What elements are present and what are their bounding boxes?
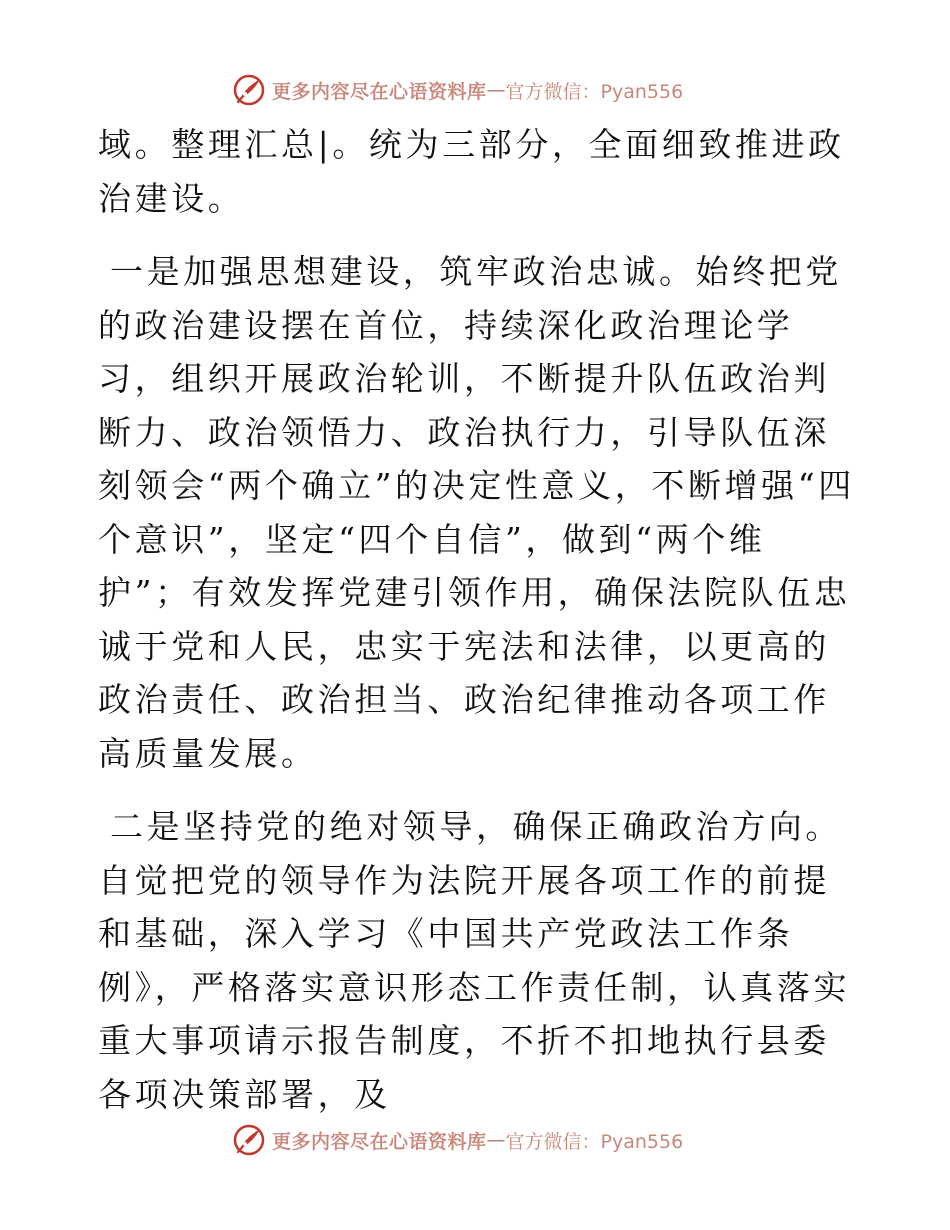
- quill-logo-icon: [232, 1123, 266, 1157]
- header-watermark-banner: [232, 70, 683, 110]
- header-brand-text: 更多内容尽在心语资料库: [272, 80, 487, 103]
- footer-watermark-banner: [232, 1120, 683, 1160]
- footer-brand-text: 更多内容尽在心语资料库: [272, 1130, 487, 1153]
- body-paragraph: 一是加强思想建设，筑牢政治忠诚。始终把党的政治建设摆在首位，持续深化政治理论学习，组织开展政治轮训，不断提升队伍政治判断力、政治领悟力、政治执行力，引导队伍深刻领会“两个确立”的决定性意义，不断增强“四个意识”，坚定“四个自信”，做到“两个维护”；有效发挥党建引领作用，确保法院队伍忠诚于党和人民，忠实于宪法和法律，以更高的政治责任、政治担当、政治纪律推动各项工作高质量发展。: [98, 252, 855, 773]
- body-paragraph: 域。整理汇总|。统为三部分，全面细致推进政治建设。: [98, 125, 845, 218]
- header-separator: —: [486, 79, 506, 101]
- quill-logo-icon: [232, 73, 266, 107]
- footer-separator: —: [486, 1129, 506, 1151]
- footer-wechat-text: 官方微信：Pyan556: [505, 1130, 684, 1153]
- header-wechat-text: 官方微信：Pyan556: [505, 80, 684, 103]
- body-paragraph: 二是坚持党的绝对领导，确保正确政治方向。自觉把党的领导作为法院开展各项工作的前提和基础，深入学习《中国共产党政法工作条例》，严格落实意识形态工作责任制，认真落实重大事项请示报告制度，不折不扣地执行县委各项决策部署，及: [98, 807, 851, 1114]
- document-body: [98, 118, 858, 1121]
